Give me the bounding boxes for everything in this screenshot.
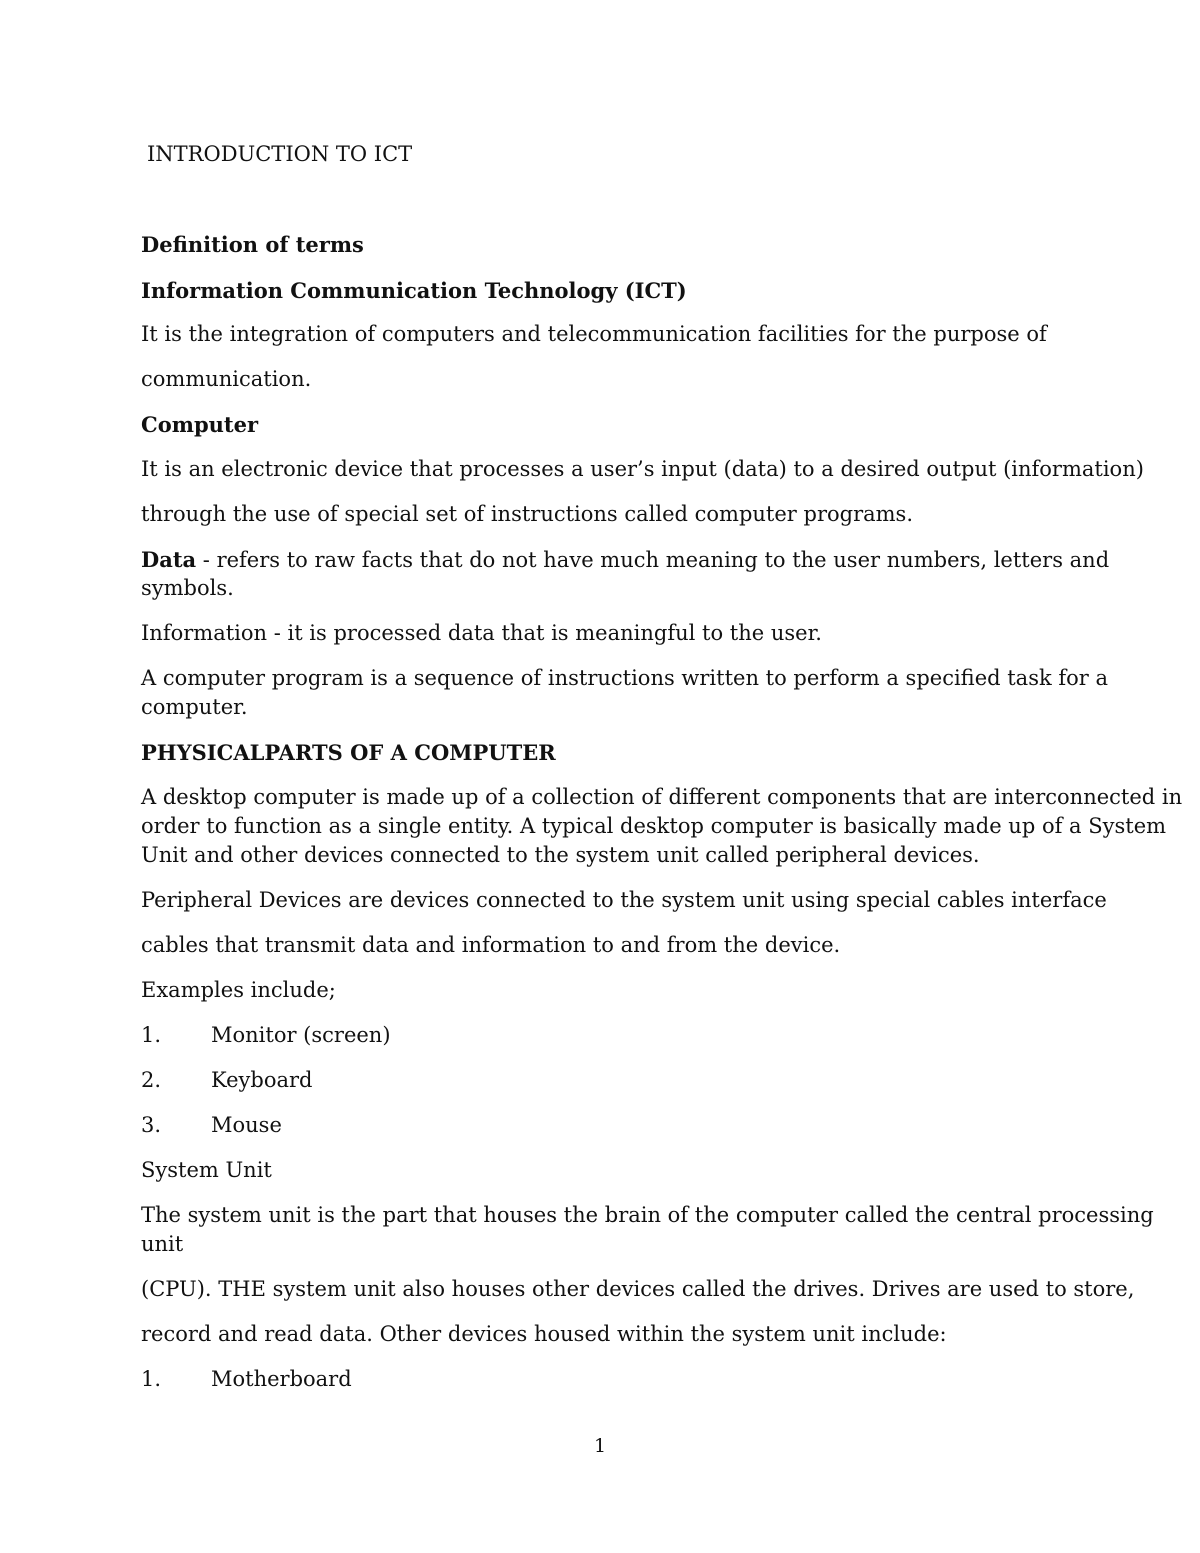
list-item-number: 1. (141, 1023, 162, 1047)
data-definition-text: - refers to raw facts that do not have much meaning to the user numbers, letters and (196, 548, 1110, 572)
desktop-paragraph-line-2: order to function as a single entity. A typical desktop computer is basically made up of a System (141, 814, 1167, 838)
page-number: 1 (593, 1435, 607, 1457)
program-definition-line-1: A computer program is a sequence of instructions written to perform a specified task for a (141, 666, 1109, 690)
program-definition-line-2: computer. (141, 695, 248, 719)
list-item-keyboard: Keyboard (211, 1068, 313, 1092)
desktop-paragraph-line-1: A desktop computer is made up of a collection of different components that are interconnected in (141, 785, 1183, 809)
physical-parts-heading: PHYSICALPARTS OF A COMPUTER (141, 740, 556, 765)
list-item-number: 2. (141, 1068, 162, 1092)
definition-heading: Definition of terms (141, 232, 364, 257)
document-title: INTRODUCTION TO ICT (147, 142, 413, 166)
computer-paragraph-line-2: through the use of special set of instructions called computer programs. (141, 502, 913, 526)
desktop-paragraph-line-3: Unit and other devices connected to the system unit called peripheral devices. (141, 843, 980, 867)
list-item-mouse: Mouse (211, 1113, 282, 1137)
list-item-number: 1. (141, 1367, 162, 1391)
list-item-number: 3. (141, 1113, 162, 1137)
computer-paragraph-line-1: It is an electronic device that processes a user’s input (data) to a desired output (information) (141, 457, 1144, 481)
data-definition-line-2: symbols. (141, 576, 234, 600)
list-item-motherboard: Motherboard (211, 1367, 352, 1391)
system-unit-paragraph-line-4: record and read data. Other devices housed within the system unit include: (141, 1322, 947, 1346)
data-term: Data (141, 547, 197, 572)
ict-heading: Information Communication Technology (ICT) (141, 278, 687, 303)
information-definition: Information - it is processed data that is meaningful to the user. (141, 621, 822, 645)
ict-paragraph-line-2: communication. (141, 367, 312, 391)
examples-intro: Examples include; (141, 978, 336, 1002)
data-definition-line-1 (141, 545, 1109, 575)
list-item-monitor: Monitor (screen) (211, 1023, 391, 1047)
system-unit-paragraph-line-1: The system unit is the part that houses the brain of the computer called the central processing (141, 1203, 1154, 1227)
system-unit-heading: System Unit (141, 1158, 272, 1182)
ict-paragraph-line-1: It is the integration of computers and telecommunication facilities for the purpose of (141, 322, 1047, 346)
peripheral-paragraph-line-1: Peripheral Devices are devices connected to the system unit using special cables interface (141, 888, 1107, 912)
computer-heading: Computer (141, 412, 259, 437)
peripheral-paragraph-line-2: cables that transmit data and information to and from the device. (141, 933, 841, 957)
system-unit-paragraph-line-2: unit (141, 1232, 184, 1256)
system-unit-paragraph-line-3: (CPU). THE system unit also houses other devices called the drives. Drives are used to store, (141, 1277, 1135, 1301)
